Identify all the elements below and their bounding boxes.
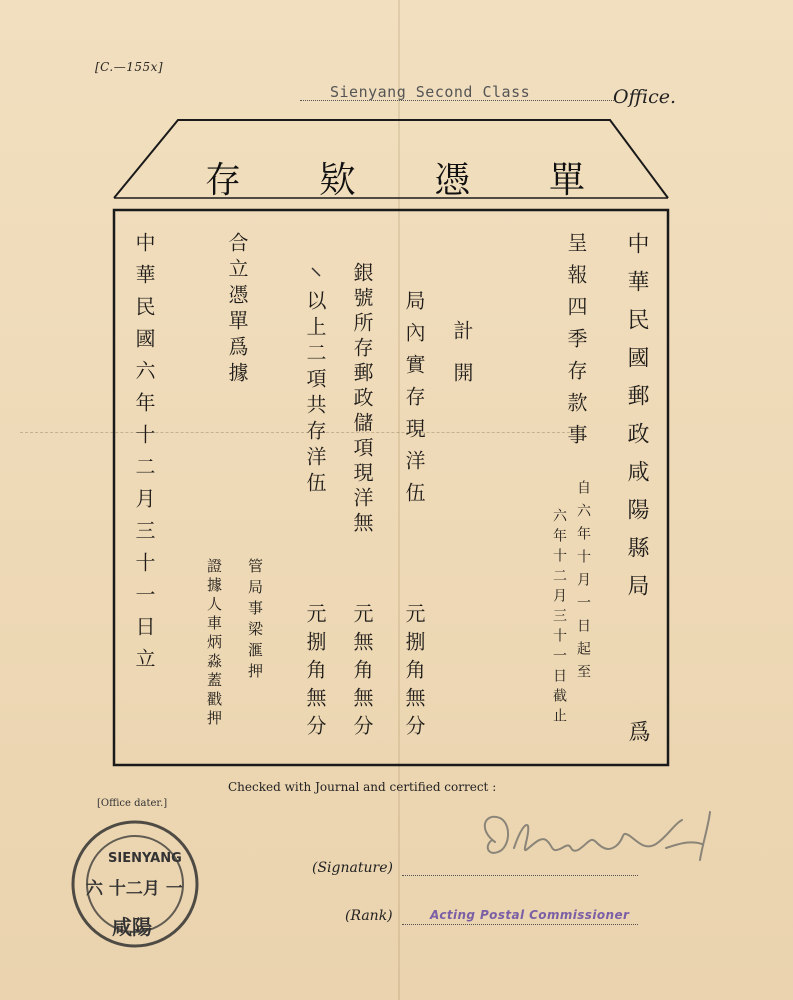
amount-cash-in-office: 元捌角無分	[402, 603, 426, 743]
rank-value: Acting Postal Commissioner	[430, 908, 630, 922]
title-char-3: 憑	[434, 160, 471, 201]
postmark-top-text: SIENYANG	[108, 851, 182, 866]
signature-line	[402, 875, 638, 876]
column-report: 呈報四季存款事	[564, 232, 588, 456]
column-agreement: 合立憑單爲據	[225, 232, 249, 388]
column-period-start: 自六年十月一日起至	[575, 480, 591, 687]
rank-line	[402, 924, 638, 925]
postmark-stamp	[60, 812, 210, 962]
signature-label: (Signature)	[312, 860, 393, 876]
amount-total: 元捌角無分	[303, 603, 327, 743]
column-period-end: 六年十二月三十一日截止	[551, 508, 567, 728]
form-number: [C.—155x]	[95, 60, 164, 74]
title-char-4: 單	[548, 160, 585, 201]
rank-label: (Rank)	[345, 908, 393, 924]
column-witness: 證據人車炳淼蓋戳押	[205, 558, 223, 729]
column-total: 以上二項共存洋伍	[303, 290, 327, 498]
column-manager: 管局事梁滙押	[246, 558, 264, 684]
title-char-2: 欵	[319, 160, 356, 201]
office-suffix: Office.	[613, 86, 677, 108]
column-cash-in-office: 局內實存現洋伍	[402, 290, 426, 514]
office-dater-label: [Office dater.]	[97, 798, 168, 809]
column-date: 中華民國六年十二月三十一日立	[132, 232, 156, 680]
column-accounts: 計開	[450, 320, 474, 404]
column-post-office-annotation: 爲	[625, 720, 650, 756]
column-post-office: 中華民國郵政咸陽縣局	[624, 232, 649, 612]
title-char-1: 存	[205, 160, 242, 201]
signature-image	[470, 800, 730, 876]
office-name: Sienyang Second Class	[330, 83, 531, 101]
postmark-date-text: 六 十二月 一	[86, 879, 183, 899]
amount-bank-deposit: 元無角無分	[350, 603, 374, 743]
postmark-bottom-text: 咸陽	[112, 915, 152, 939]
column-bank-deposit: 銀號所存郵政儲項現洋無	[350, 262, 374, 537]
checked-statement: Checked with Journal and certified correct :	[228, 780, 497, 794]
form-title	[205, 152, 585, 203]
